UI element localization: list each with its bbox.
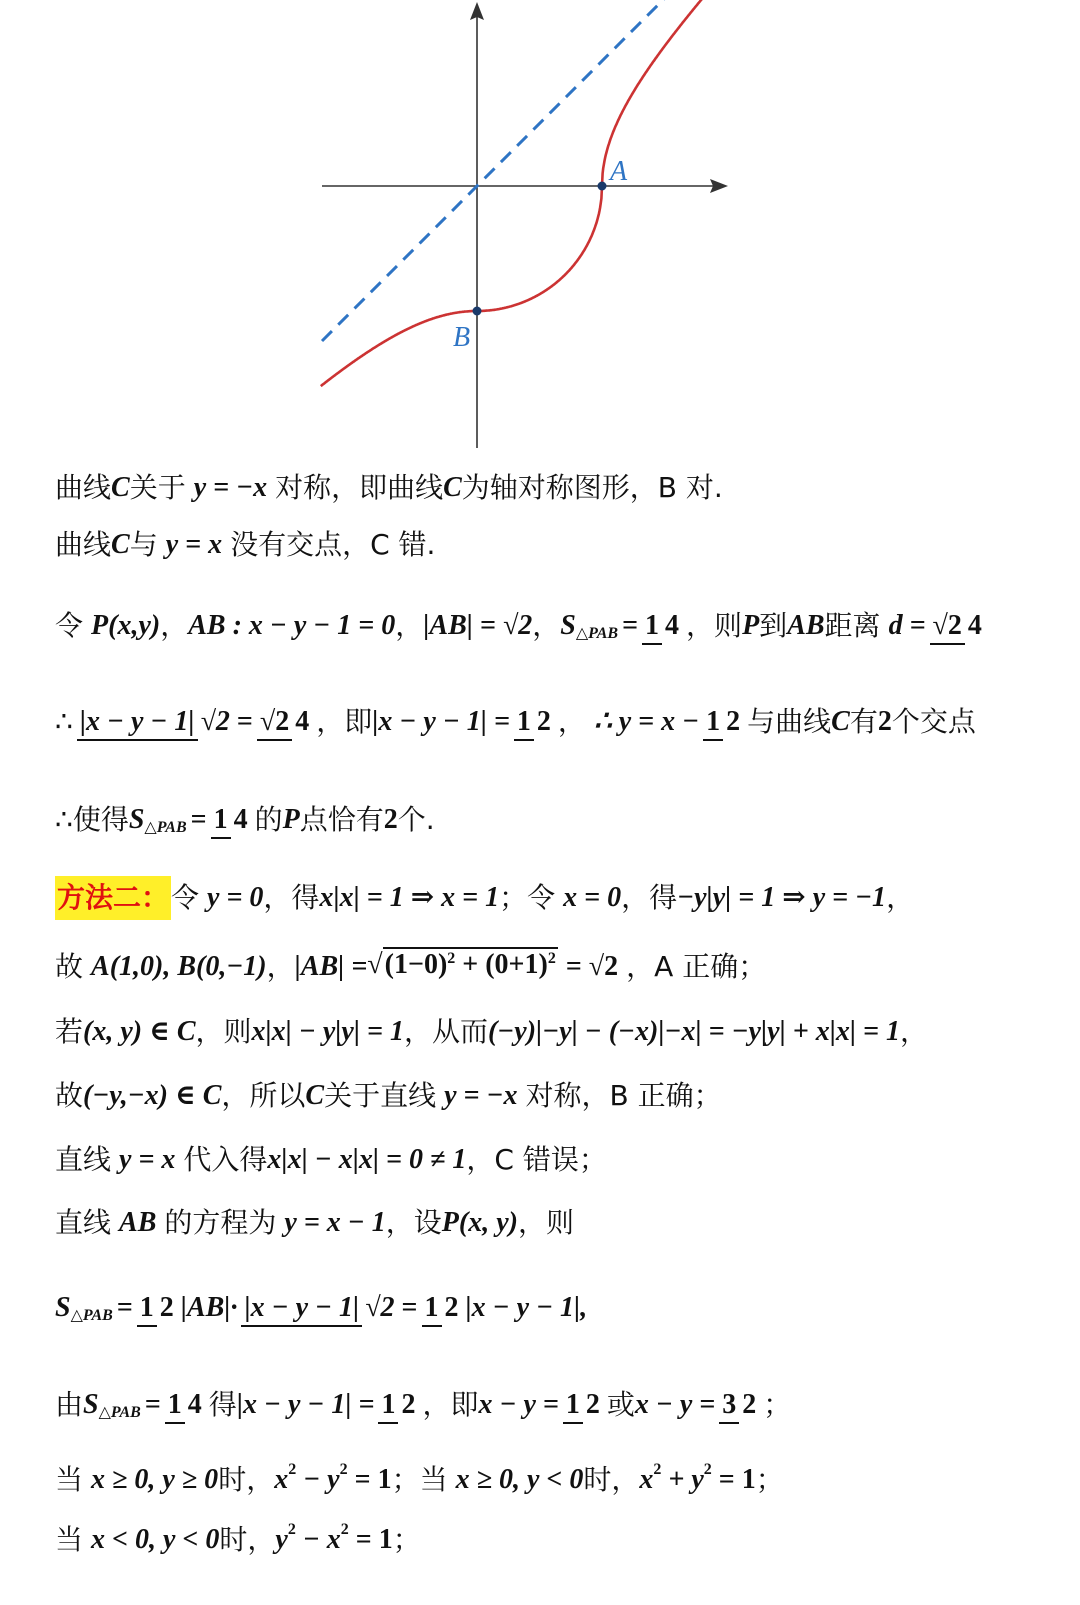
square-root: $√(1-0)^2 + (0+1)^2$	[367, 949, 556, 980]
function-graph	[0, 0, 1080, 460]
math: C	[443, 472, 462, 503]
math: AB	[787, 610, 825, 641]
numerator: 3	[719, 1389, 739, 1424]
line-14	[55, 1460, 784, 1500]
text: ，A 正确；	[626, 950, 767, 983]
math: − x	[295, 1524, 341, 1555]
text: 代入得	[183, 1143, 268, 1176]
superscript: 2	[703, 1461, 712, 1478]
math: C	[111, 472, 130, 503]
text: ，从而	[403, 1015, 488, 1048]
math: x|x| − x|x| = 0 ≠ 1	[267, 1144, 467, 1175]
math: x = 0	[563, 882, 622, 913]
point-a	[598, 182, 607, 191]
fraction	[378, 1391, 418, 1419]
text: ，	[900, 1015, 929, 1048]
method-two-highlight: 方法二：	[55, 876, 171, 920]
fraction	[563, 1391, 603, 1419]
text: 得	[208, 1388, 237, 1421]
math: y = 0	[207, 882, 264, 913]
math: x − y =	[634, 1389, 716, 1420]
x-axis	[322, 179, 728, 193]
text: ，得	[263, 881, 320, 914]
text: 当	[55, 1523, 84, 1556]
text: ，即	[422, 1388, 479, 1421]
text: 令	[55, 609, 84, 642]
math: P	[742, 610, 760, 641]
math: P(x,y)	[91, 610, 161, 641]
text: 的方程为	[164, 1206, 277, 1239]
math: P(x, y)	[441, 1207, 518, 1238]
math: |AB|·	[180, 1292, 238, 1323]
math: C	[111, 529, 130, 560]
numerator: 1	[563, 1389, 583, 1424]
math: y = −x	[193, 472, 268, 503]
denominator: 4	[187, 1389, 202, 1420]
math: P	[282, 804, 300, 835]
superscript: 2	[288, 1461, 297, 1478]
y-axis	[470, 2, 484, 448]
superscript: 2	[547, 950, 556, 967]
text: ，	[395, 609, 424, 642]
text: 直线	[55, 1143, 112, 1176]
line-8	[55, 1012, 928, 1052]
text: ；	[763, 1388, 792, 1421]
math: AB	[119, 1207, 157, 1238]
math: AB : x − y − 1 = 0	[188, 610, 396, 641]
math: x − y =	[478, 1389, 559, 1420]
math: + y	[661, 1464, 704, 1495]
text: 当	[55, 1463, 84, 1496]
numerator: |x − y − 1|	[241, 1292, 362, 1327]
line-4	[55, 702, 976, 742]
denominator: 2	[444, 1292, 459, 1323]
text: 故	[55, 950, 84, 983]
denominator: 2	[401, 1389, 416, 1420]
line-11	[55, 1203, 574, 1243]
line-2	[55, 525, 435, 565]
denominator: 2	[726, 706, 741, 737]
math: |x − y − 1| =	[372, 706, 510, 737]
line-9	[55, 1076, 722, 1116]
denominator: 2	[159, 1292, 174, 1323]
point-b	[473, 307, 482, 316]
denominator: 4	[233, 804, 248, 835]
fraction	[703, 708, 743, 736]
math: x	[639, 1464, 654, 1495]
denominator: 4	[295, 706, 310, 737]
numerator: 1	[422, 1292, 442, 1327]
math: = √2	[565, 951, 619, 982]
math: 2	[383, 804, 398, 835]
fraction	[137, 1294, 177, 1322]
superscript: 2	[340, 1521, 349, 1538]
math: S	[83, 1389, 99, 1420]
math: C	[305, 1080, 325, 1111]
point-a-label: A	[610, 156, 628, 187]
text: 时，	[583, 1463, 640, 1496]
line-3	[55, 606, 989, 646]
text: ；令	[499, 881, 556, 914]
text: 没有交点，C 错.	[230, 528, 436, 561]
math: x|x| − y|y| = 1	[251, 1016, 404, 1047]
text: 时，	[218, 1463, 275, 1496]
math: ∴ y = x −	[593, 706, 700, 737]
denominator: 2	[742, 1389, 757, 1420]
line-13	[55, 1385, 791, 1425]
text: 关于直线	[324, 1079, 437, 1112]
text: ∴使得	[55, 803, 129, 836]
math: d =	[888, 610, 926, 641]
text: ，即	[316, 705, 373, 738]
numerator: 1	[165, 1389, 185, 1424]
math: x|x| = 1 ⇒ x = 1	[319, 882, 500, 913]
therefore-symbol: ∴	[55, 705, 73, 738]
math: C	[831, 706, 850, 737]
math: 2	[877, 706, 892, 737]
text: ，得	[621, 881, 678, 914]
math: (1−0)	[384, 949, 448, 980]
text: ，C 错误；	[466, 1143, 607, 1176]
text: 个.	[397, 803, 435, 836]
text: 时，	[219, 1523, 276, 1556]
text: ，	[160, 609, 189, 642]
text: 个交点	[891, 705, 976, 738]
math: = 1	[711, 1464, 756, 1495]
math: =	[116, 1292, 133, 1323]
text: ，	[266, 950, 295, 983]
math: x ≥ 0, y ≥ 0	[91, 1464, 219, 1495]
text: ；	[755, 1463, 784, 1496]
text: 对称，B 正确；	[525, 1079, 722, 1112]
math: |x − y − 1|,	[465, 1292, 588, 1323]
denominator: 2	[536, 706, 551, 737]
text: 有	[849, 705, 878, 738]
math: y = x	[119, 1144, 176, 1175]
line-15	[55, 1520, 421, 1560]
text: ，则	[686, 609, 743, 642]
text: 点恰有	[299, 803, 384, 836]
curve-c	[321, 0, 705, 386]
text: ，所以	[221, 1079, 306, 1112]
subscript: △PAB	[70, 1307, 113, 1324]
numerator: √2	[257, 706, 292, 741]
numerator: 1	[378, 1389, 398, 1424]
math: S	[128, 804, 145, 835]
text: 故	[55, 1079, 84, 1112]
numerator: 1	[137, 1292, 157, 1327]
numerator: 1	[642, 610, 662, 645]
numerator: 1	[211, 804, 231, 839]
text: ；	[392, 1523, 421, 1556]
numerator: 1	[514, 706, 534, 741]
text: 为轴对称图形，B 对.	[461, 471, 723, 504]
text: ；当	[391, 1463, 448, 1496]
math: |x − y − 1| =	[236, 1389, 375, 1420]
fraction	[257, 708, 312, 736]
math: x	[274, 1464, 289, 1495]
fraction	[719, 1391, 759, 1419]
text: ，	[886, 881, 915, 914]
math: =	[622, 610, 639, 641]
math: (x, y) ∈ C	[83, 1016, 196, 1047]
text: 与曲线	[747, 705, 832, 738]
math: = 1	[348, 1524, 393, 1555]
text: ，	[532, 609, 561, 642]
text: 曲线	[55, 528, 112, 561]
denominator: √2	[200, 706, 230, 737]
math: y = x − 1	[284, 1207, 386, 1238]
fraction	[165, 1391, 205, 1419]
superscript: 2	[447, 950, 456, 967]
superscript: 2	[339, 1461, 348, 1478]
fraction	[642, 612, 682, 640]
text: ，	[557, 705, 586, 738]
denominator: √2	[365, 1292, 395, 1323]
superscript: 2	[653, 1461, 662, 1478]
text: 由	[55, 1388, 84, 1421]
math: x < 0, y < 0	[91, 1524, 220, 1555]
line-1	[55, 468, 723, 508]
text: 或	[606, 1388, 635, 1421]
text: 与	[129, 528, 158, 561]
math: = 1	[347, 1464, 392, 1495]
math: + (0+1)	[455, 949, 548, 980]
subscript: △PAB	[575, 625, 619, 642]
math: (−y,−x) ∈ C	[83, 1080, 222, 1111]
fraction	[77, 708, 233, 736]
text: 若	[55, 1015, 84, 1048]
line-10	[55, 1140, 607, 1180]
math: |AB| =	[294, 951, 368, 982]
math: =	[236, 706, 253, 737]
text: 到	[759, 609, 788, 642]
math: y	[275, 1524, 288, 1555]
text: 对称，即曲线	[275, 471, 444, 504]
math: S	[560, 610, 576, 641]
subscript: △PAB	[144, 819, 187, 836]
text: 关于	[129, 471, 186, 504]
math: =	[144, 1389, 161, 1420]
numerator: 1	[703, 706, 723, 741]
text: ，设	[385, 1206, 442, 1239]
superscript: 2	[287, 1521, 296, 1538]
math: S	[55, 1292, 71, 1323]
math: A(1,0), B(0,−1)	[91, 951, 267, 982]
line-6	[55, 876, 914, 920]
math: − y	[296, 1464, 340, 1495]
denominator: 4	[665, 610, 680, 641]
fraction	[422, 1294, 462, 1322]
text: 距离	[824, 609, 881, 642]
text: ，则	[195, 1015, 252, 1048]
math: y = x	[165, 529, 223, 560]
numerator: |x − y − 1|	[77, 706, 198, 741]
text: 曲线	[55, 471, 112, 504]
fraction	[930, 612, 985, 640]
subscript: △PAB	[98, 1404, 141, 1421]
line-5	[55, 800, 435, 840]
text: 令	[171, 881, 200, 914]
math: =	[190, 804, 207, 835]
math: =	[401, 1292, 418, 1323]
numerator: √2	[930, 610, 965, 645]
fraction	[514, 708, 554, 736]
math: x ≥ 0, y < 0	[455, 1464, 584, 1495]
text: 直线	[55, 1206, 112, 1239]
line-12	[55, 1288, 587, 1328]
point-b-label: B	[453, 322, 471, 353]
math: (−y)|−y| − (−x)|−x| = −y|y| + x|x| = 1	[487, 1016, 900, 1047]
math: −y|y| = 1 ⇒ y = −1	[677, 882, 887, 913]
text: 的	[254, 803, 283, 836]
math: |AB| = √2	[423, 610, 533, 641]
math: y = −x	[444, 1080, 518, 1111]
fraction	[211, 806, 251, 834]
line-7	[55, 945, 766, 989]
denominator: 2	[585, 1389, 600, 1420]
denominator: 4	[967, 610, 982, 641]
fraction	[241, 1294, 397, 1322]
text: ，则	[517, 1206, 574, 1239]
